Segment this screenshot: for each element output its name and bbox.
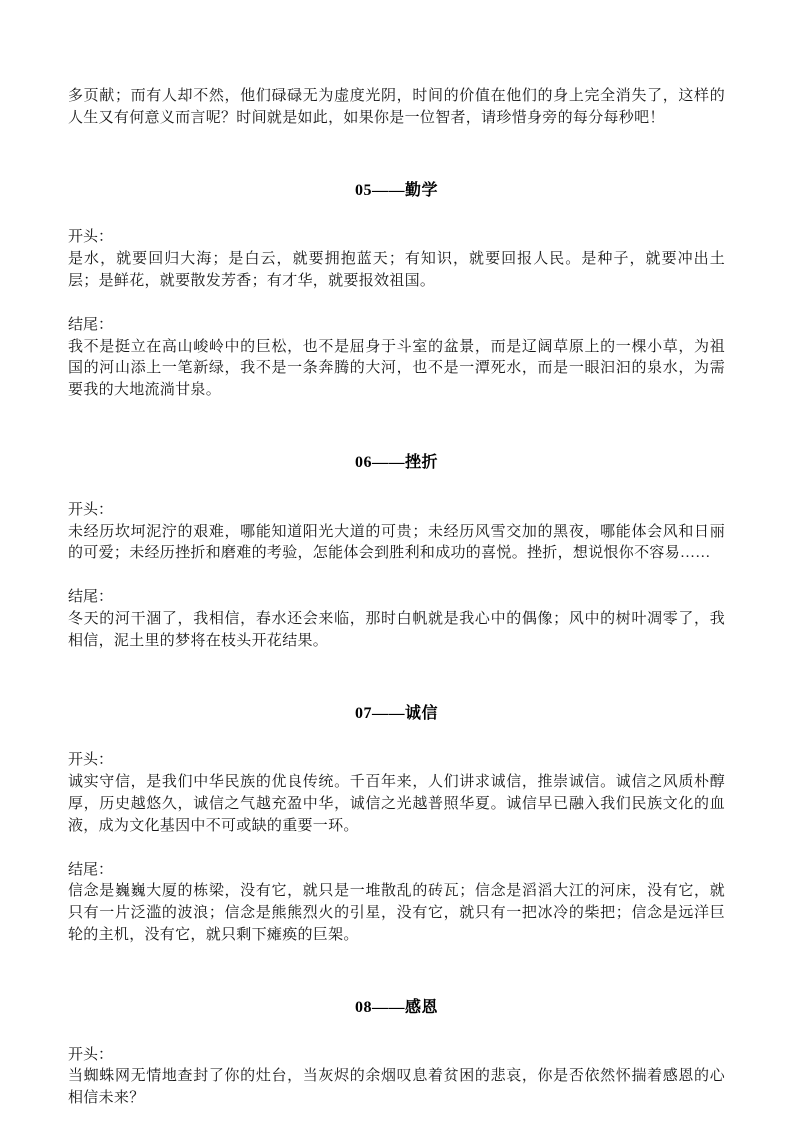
- opening-block: [68, 750, 725, 837]
- block-text: 是水，就要回归大海；是白云，就要拥抱蓝天；有知识，就要回报人民。是种子，就要冲出土层；是鲜花，就要散发芳香；有才华，就要报效祖国。: [68, 251, 725, 289]
- block-label: 开头：: [68, 1046, 114, 1063]
- ending-block: [68, 860, 725, 947]
- section-07-chengxin: [68, 703, 725, 947]
- block-label: 结尾：: [68, 316, 114, 333]
- section-title: 06——挫折: [354, 453, 438, 471]
- block-text: 未经历坎坷泥泞的艰难，哪能知道阳光大道的可贵；未经历风雪交加的黑夜，哪能体会风和日丽的可爱；未经历挫折和磨难的考验，怎能体会到胜利和成功的喜悦。挫折，想说恨你不容易……: [68, 523, 725, 562]
- section-06-cuozhe: [68, 452, 725, 653]
- block-text: 信念是巍巍大厦的栋梁，没有它，就只是一堆散乱的砖瓦；信念是滔滔大江的河床，没有它，就只有一片泛滥的波浪；信念是熊熊烈火的引星，没有它，就只有一把冰冷的柴把；信念是远洋巨轮的主机，没有它，就只剩下瘫痪的巨架。: [68, 883, 725, 943]
- section-title: 05——勤学: [354, 181, 438, 199]
- block-label: 结尾：: [68, 861, 114, 878]
- block-label: 结尾：: [68, 589, 114, 606]
- section-08-ganen: [68, 997, 725, 1110]
- intro-paragraph: 多页献；而有人却不然，他们碌碌无为虚度光阴，时间的价值在他们的身上完全消失了，这样的人生又有何意义而言呢？时间就是如此，如果你是一位智者，请珍惜身旁的每分每秒吧！: [68, 88, 725, 126]
- ending-block: [68, 315, 725, 402]
- block-label: 开头：: [68, 229, 114, 246]
- block-text: 当蜘蛛网无情地查封了你的灶台，当灰烬的余烟叹息着贫困的悲哀，你是否依然怀揣着感恩的心相信未来？: [68, 1068, 725, 1107]
- block-text: 诚实守信，是我们中华民族的优良传统。千百年来，人们讲求诚信，推崇诚信。诚信之风质朴醇厚，历史越悠久，诚信之气越充盈中华，诚信之光越普照华夏。诚信早已融入我们民族文化的血液，成为文化基因中不可或缺的重要一环。: [68, 774, 725, 834]
- block-text: 冬天的河干涸了，我相信，春水还会来临，那时白帆就是我心中的偶像；风中的树叶凋零了，我相信，泥土里的梦将在枝头开花结果。: [68, 610, 725, 649]
- block-label: 开头：: [68, 752, 114, 769]
- block-label: 开头：: [68, 501, 114, 518]
- section-title: 07——诚信: [354, 704, 438, 722]
- opening-block: [68, 500, 725, 565]
- opening-block: [68, 1045, 725, 1110]
- opening-block: [68, 227, 725, 292]
- section-05-qinxue: [68, 180, 725, 402]
- ending-block: [68, 587, 725, 652]
- block-text: 我不是挺立在高山峻岭中的巨松，也不是屈身于斗室的盆景，而是辽阔草原上的一棵小草，为祖国的河山添上一笔新绿，我不是一条奔腾的大河，也不是一潭死水，而是一眼汩汩的泉水，为需要我的大地流淌甘泉。: [68, 338, 725, 399]
- section-title: 08——感恩: [354, 998, 438, 1016]
